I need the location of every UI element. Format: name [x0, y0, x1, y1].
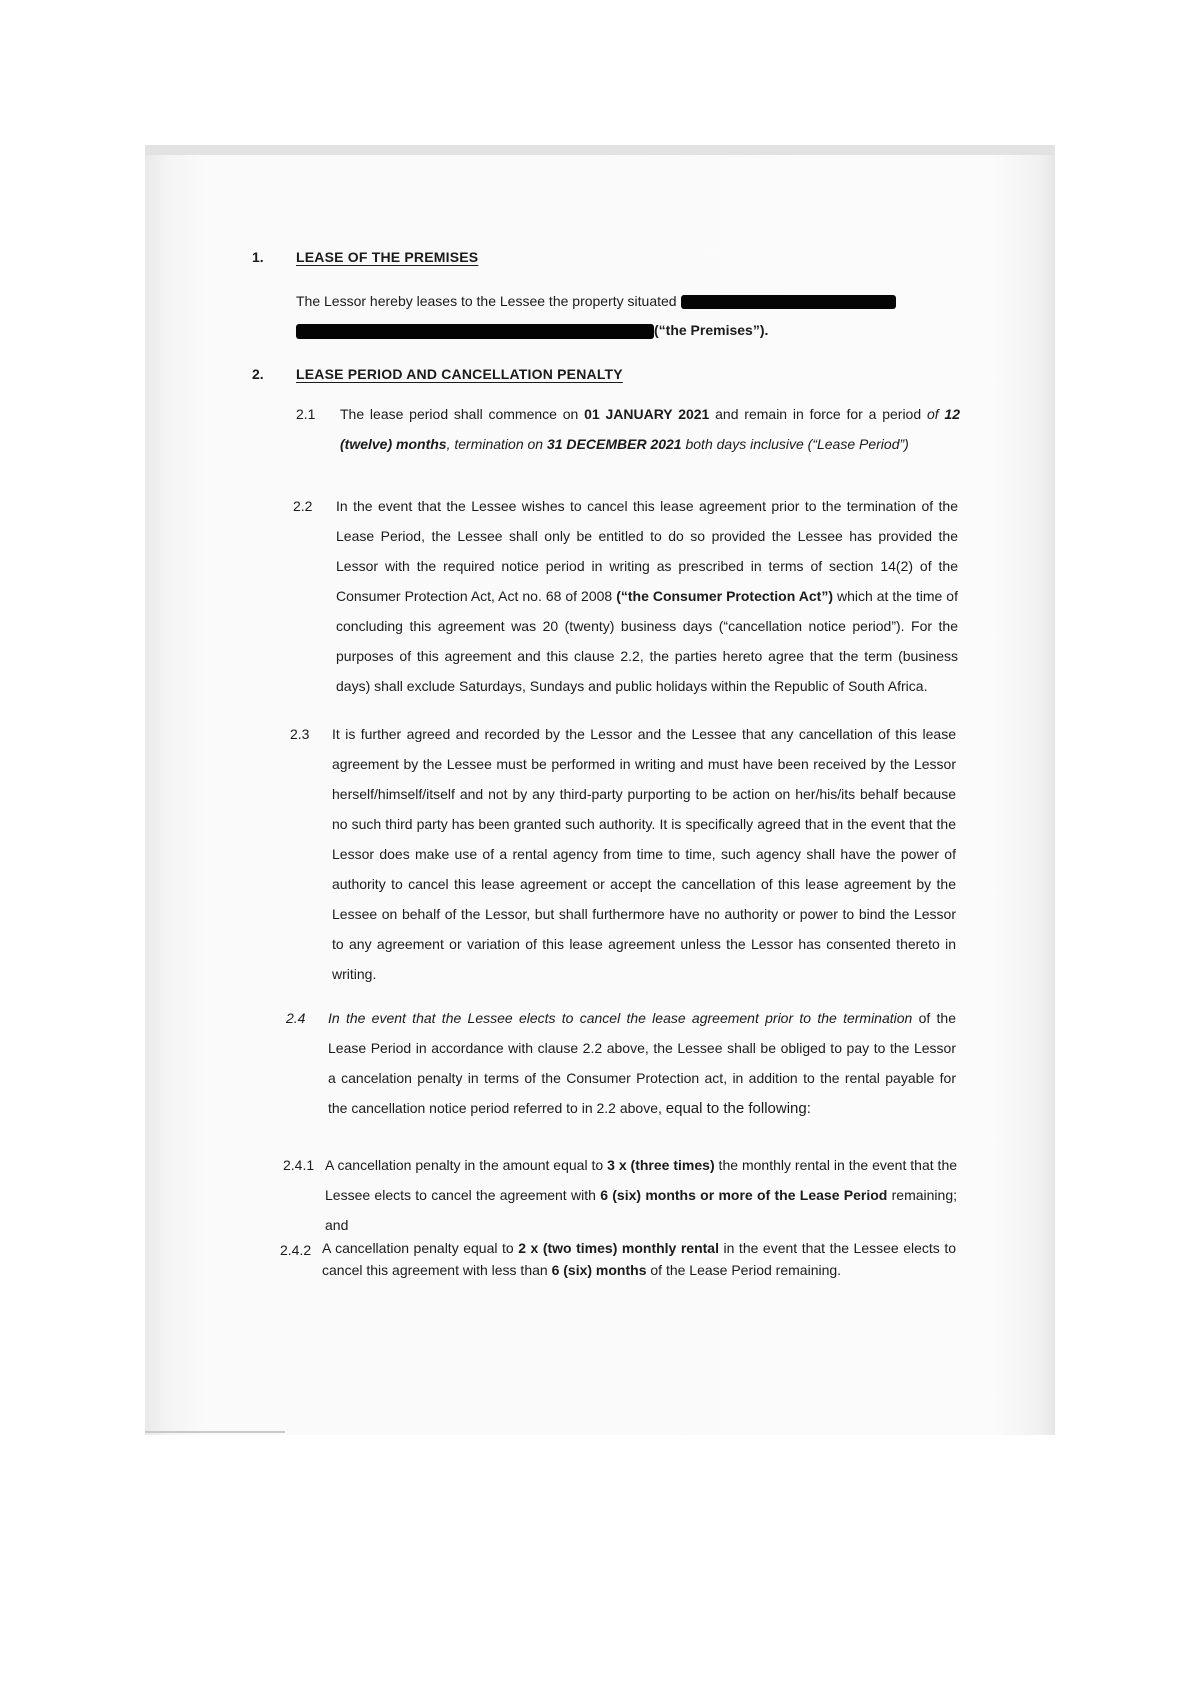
clause-2-4-2-text: A cancellation penalty equal to 2 x (two times) monthly rental in the event that the Lessee elects to cancel this agreement with less than 6 (six) months of the Lease Period remaining.: [322, 1240, 956, 1278]
section-1-intro-line: [296, 293, 896, 310]
clause-2-2-number: 2.2: [293, 498, 313, 514]
clause-2-4-text: In the event that the Lessee elects to cancel the lease agreement prior to the termination of the Lease Period in accordance with clause 2.2 above, the Lessee shall be obliged to pay to the Lessor a cancelation penalty in terms of the Consumer Protection act, in addition to the rental payable for the cancellation notice period referred to in 2.2 above, equal to the following:: [328, 1010, 956, 1117]
premises-definition: (“the Premises”).: [654, 322, 769, 338]
section-2-number: 2.: [252, 366, 264, 382]
clause-2-4-1-text: A cancellation penalty in the amount equal to 3 x (three times) the monthly rental in the event that the Lessee elects to cancel the agreement with 6 (six) months or more of the Lease Period remaining; and: [325, 1157, 958, 1233]
section-1-intro-text: The Lessor hereby leases to the Lessee the property situated: [296, 293, 677, 309]
redaction-bar: [296, 324, 654, 339]
clause-2-2-text: In the event that the Lessee wishes to cancel this lease agreement prior to the termination of the Lease Period, the Lessee shall only be entitled to do so provided the Lessee has provided the Lessor with the required notice period in writing as prescribed in terms of section 14(2) of the Consumer Protection Act, Act no. 68 of 2008 (“the Consumer Protection Act”) which at the time of concluding this agreement was 20 (twenty) business days (“cancellation notice period”). For the purposes of this agreement and this clause 2.2, the parties hereto agree that the term (business days) shall exclude Saturdays, Sundays and public holidays within the Republic of South Africa.: [336, 498, 958, 694]
section-1-number: 1.: [252, 249, 264, 265]
section-1-premises-line: [296, 322, 768, 339]
clause-2-4-1-number: 2.4.1: [283, 1157, 315, 1173]
section-1-title: LEASE OF THE PREMISES: [296, 249, 479, 265]
clause-2-1-number: 2.1: [296, 406, 316, 422]
clause-2-3-number: 2.3: [290, 726, 310, 742]
section-2-title: LEASE PERIOD AND CANCELLATION PENALTY: [296, 366, 623, 382]
clause-2-3-text: It is further agreed and recorded by the Lessor and the Lessee that any cancellation of this lease agreement by the Lessee must be performed in writing and must have been received by the Lessor herself/himself/itself and not by any third-party purporting to be action on her/his/its behalf because no such third party has been granted such authority. It is specifically agreed that in the event that the Lessor does make use of a rental agency from time to time, such agency shall have the power of authority to cancel this lease agreement or accept the cancellation of this lease agreement by the Lessee on behalf of the Lessor, but shall furthermore have no authority or power to bind the Lessor to any agreement or variation of this lease agreement unless the Lessor has consented thereto in writing.: [332, 726, 956, 982]
clause-2-4-number: 2.4: [286, 1010, 306, 1026]
clause-2-1-text: The lease period shall commence on 01 JANUARY 2021 and remain in force for a period of 12 (twelve) months, termination on 31 DECEMBER 2021 both days inclusive (“Lease Period”): [340, 406, 960, 452]
clause-2-4-2-number: 2.4.2: [280, 1242, 312, 1258]
redaction-bar: [681, 295, 896, 309]
